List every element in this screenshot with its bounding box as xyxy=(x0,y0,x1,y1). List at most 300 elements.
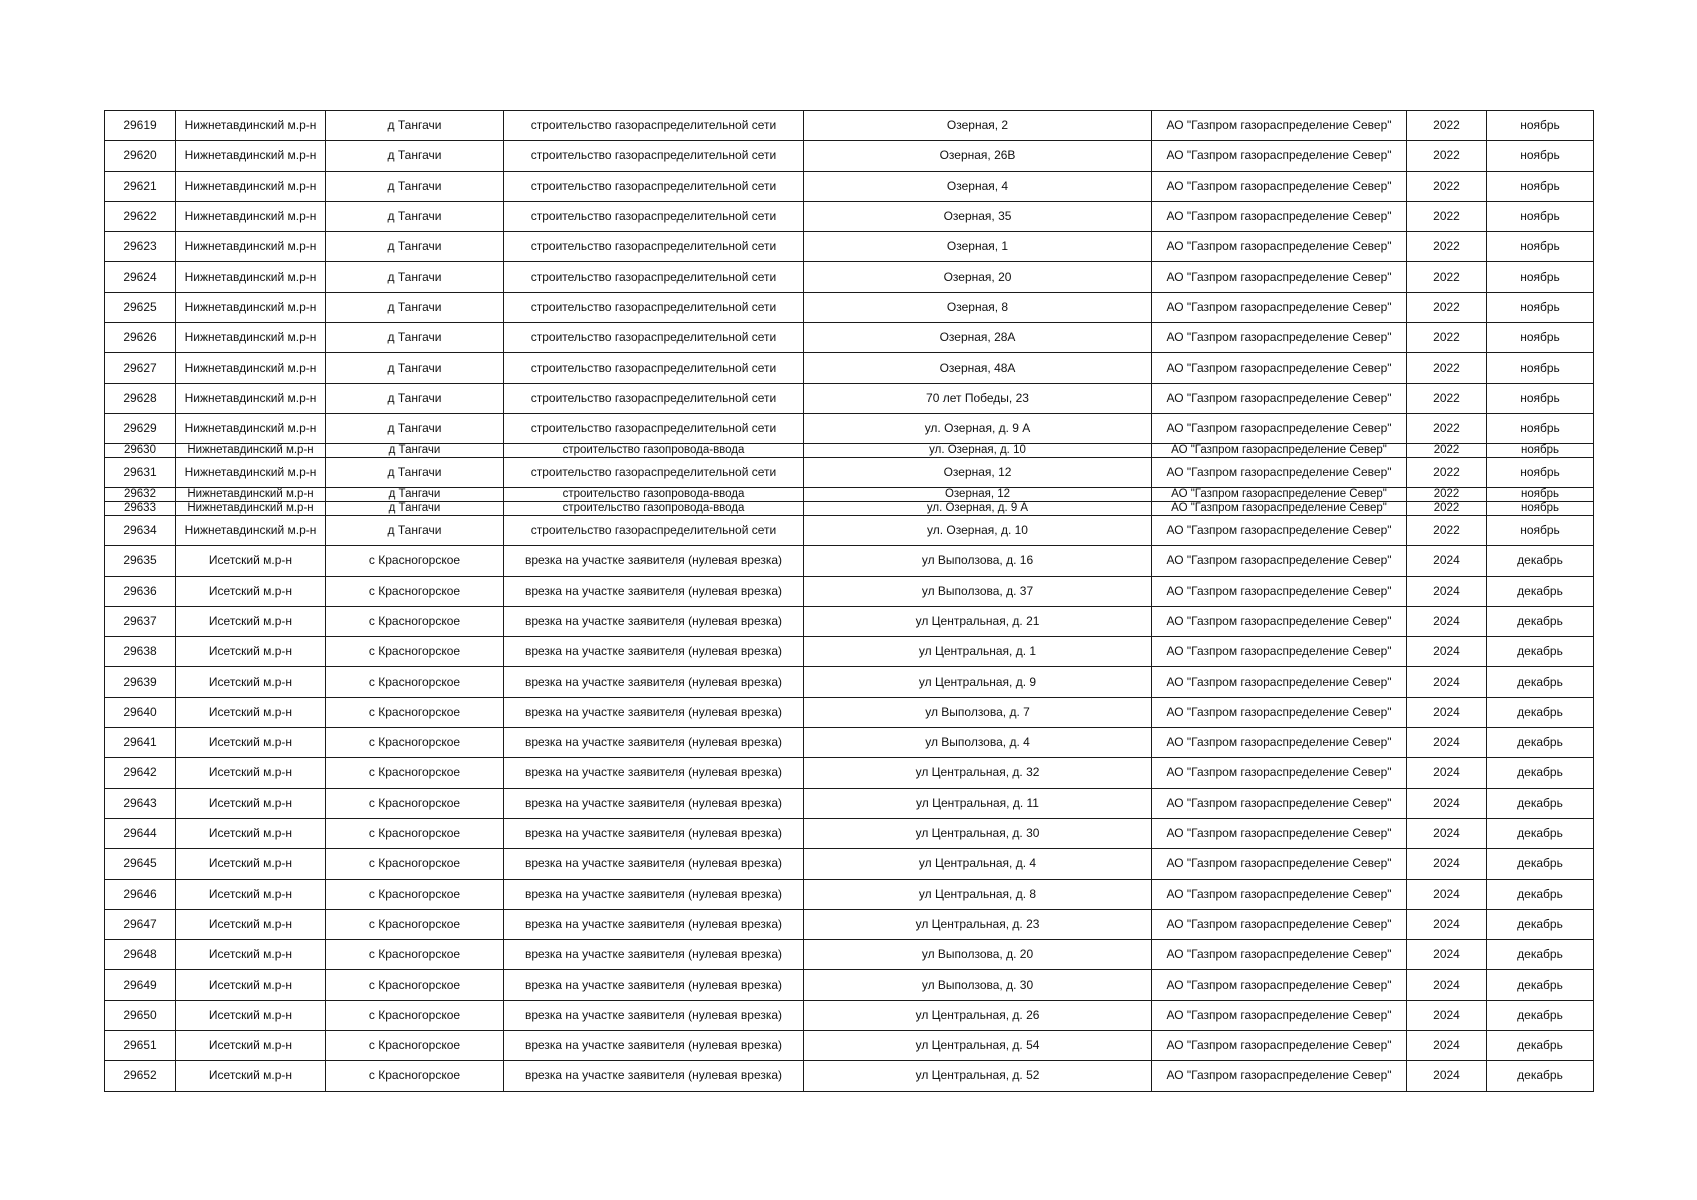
table-row xyxy=(105,1061,1594,1091)
cell-district: Нижнетавдинский м.р-н xyxy=(176,201,326,231)
cell-year: 2024 xyxy=(1407,1061,1487,1091)
cell-organization: АО "Газпром газораспределение Север" xyxy=(1152,576,1407,606)
cell-address: Озерная, 20 xyxy=(804,262,1152,292)
table-row xyxy=(105,788,1594,818)
table-row xyxy=(105,201,1594,231)
cell-address: 70 лет Победы, 23 xyxy=(804,383,1152,413)
table-row xyxy=(105,141,1594,171)
cell-settlement: д Тангачи xyxy=(326,502,504,516)
cell-address: ул Выползова, д. 16 xyxy=(804,546,1152,576)
cell-settlement: с Красногорское xyxy=(326,576,504,606)
cell-work-type: врезка на участке заявителя (нулевая врезка) xyxy=(504,576,804,606)
table-row xyxy=(105,667,1594,697)
cell-address: ул Центральная, д. 30 xyxy=(804,818,1152,848)
cell-organization: АО "Газпром газораспределение Север" xyxy=(1152,262,1407,292)
cell-id: 29628 xyxy=(105,383,176,413)
cell-settlement: с Красногорское xyxy=(326,818,504,848)
cell-address: Озерная, 48А xyxy=(804,353,1152,383)
cell-district: Исетский м.р-н xyxy=(176,788,326,818)
cell-settlement: д Тангачи xyxy=(326,458,504,488)
cell-address: ул Центральная, д. 1 xyxy=(804,637,1152,667)
cell-year: 2024 xyxy=(1407,909,1487,939)
cell-month: декабрь xyxy=(1487,1031,1594,1061)
table-row xyxy=(105,413,1594,443)
cell-district: Исетский м.р-н xyxy=(176,758,326,788)
cell-month: ноябрь xyxy=(1487,262,1594,292)
cell-month: ноябрь xyxy=(1487,353,1594,383)
cell-month: декабрь xyxy=(1487,667,1594,697)
cell-month: декабрь xyxy=(1487,728,1594,758)
cell-work-type: врезка на участке заявителя (нулевая врезка) xyxy=(504,818,804,848)
cell-organization: АО "Газпром газораспределение Север" xyxy=(1152,637,1407,667)
cell-district: Нижнетавдинский м.р-н xyxy=(176,515,326,545)
cell-year: 2022 xyxy=(1407,458,1487,488)
cell-organization: АО "Газпром газораспределение Север" xyxy=(1152,728,1407,758)
cell-settlement: с Красногорское xyxy=(326,940,504,970)
cell-id: 29643 xyxy=(105,788,176,818)
cell-district: Нижнетавдинский м.р-н xyxy=(176,413,326,443)
cell-address: ул Выползова, д. 7 xyxy=(804,697,1152,727)
cell-work-type: врезка на участке заявителя (нулевая врезка) xyxy=(504,606,804,636)
cell-work-type: врезка на участке заявителя (нулевая врезка) xyxy=(504,637,804,667)
table-row xyxy=(105,515,1594,545)
cell-organization: АО "Газпром газораспределение Север" xyxy=(1152,940,1407,970)
cell-organization: АО "Газпром газораспределение Север" xyxy=(1152,171,1407,201)
cell-id: 29619 xyxy=(105,111,176,141)
cell-month: декабрь xyxy=(1487,1061,1594,1091)
cell-work-type: врезка на участке заявителя (нулевая врезка) xyxy=(504,1000,804,1030)
cell-work-type: врезка на участке заявителя (нулевая врезка) xyxy=(504,879,804,909)
cell-work-type: врезка на участке заявителя (нулевая врезка) xyxy=(504,970,804,1000)
cell-work-type: врезка на участке заявителя (нулевая врезка) xyxy=(504,697,804,727)
cell-settlement: с Красногорское xyxy=(326,606,504,636)
cell-address: Озерная, 1 xyxy=(804,232,1152,262)
cell-settlement: с Красногорское xyxy=(326,1061,504,1091)
cell-settlement: с Красногорское xyxy=(326,879,504,909)
cell-address: ул Центральная, д. 26 xyxy=(804,1000,1152,1030)
table-row xyxy=(105,909,1594,939)
cell-id: 29625 xyxy=(105,292,176,322)
cell-year: 2022 xyxy=(1407,323,1487,353)
cell-month: ноябрь xyxy=(1487,515,1594,545)
cell-month: ноябрь xyxy=(1487,232,1594,262)
cell-work-type: строительство газораспределительной сети xyxy=(504,292,804,322)
cell-year: 2024 xyxy=(1407,849,1487,879)
cell-month: ноябрь xyxy=(1487,141,1594,171)
cell-address: Озерная, 26В xyxy=(804,141,1152,171)
cell-organization: АО "Газпром газораспределение Север" xyxy=(1152,1000,1407,1030)
cell-organization: АО "Газпром газораспределение Север" xyxy=(1152,849,1407,879)
cell-district: Нижнетавдинский м.р-н xyxy=(176,383,326,413)
cell-id: 29633 xyxy=(105,502,176,516)
cell-organization: АО "Газпром газораспределение Север" xyxy=(1152,606,1407,636)
cell-organization: АО "Газпром газораспределение Север" xyxy=(1152,444,1407,458)
table-row xyxy=(105,1000,1594,1030)
cell-address: Озерная, 28А xyxy=(804,323,1152,353)
cell-organization: АО "Газпром газораспределение Север" xyxy=(1152,201,1407,231)
cell-district: Исетский м.р-н xyxy=(176,1000,326,1030)
cell-year: 2022 xyxy=(1407,353,1487,383)
cell-month: ноябрь xyxy=(1487,488,1594,502)
cell-id: 29629 xyxy=(105,413,176,443)
cell-address: ул Выползова, д. 20 xyxy=(804,940,1152,970)
cell-settlement: с Красногорское xyxy=(326,1031,504,1061)
cell-settlement: с Красногорское xyxy=(326,546,504,576)
cell-district: Исетский м.р-н xyxy=(176,818,326,848)
table-row xyxy=(105,383,1594,413)
cell-id: 29640 xyxy=(105,697,176,727)
cell-work-type: строительство газораспределительной сети xyxy=(504,458,804,488)
cell-id: 29635 xyxy=(105,546,176,576)
cell-address: Озерная, 2 xyxy=(804,111,1152,141)
cell-year: 2024 xyxy=(1407,637,1487,667)
cell-id: 29646 xyxy=(105,879,176,909)
cell-year: 2024 xyxy=(1407,879,1487,909)
table-row xyxy=(105,879,1594,909)
cell-settlement: д Тангачи xyxy=(326,262,504,292)
table-row xyxy=(105,353,1594,383)
cell-organization: АО "Газпром газораспределение Север" xyxy=(1152,111,1407,141)
cell-organization: АО "Газпром газораспределение Север" xyxy=(1152,758,1407,788)
table-row xyxy=(105,1031,1594,1061)
cell-year: 2024 xyxy=(1407,1031,1487,1061)
table-row xyxy=(105,940,1594,970)
table-row xyxy=(105,488,1594,502)
cell-organization: АО "Газпром газораспределение Север" xyxy=(1152,909,1407,939)
cell-year: 2022 xyxy=(1407,292,1487,322)
cell-year: 2022 xyxy=(1407,488,1487,502)
cell-address: ул Центральная, д. 52 xyxy=(804,1061,1152,1091)
cell-address: Озерная, 12 xyxy=(804,458,1152,488)
table-row xyxy=(105,502,1594,516)
cell-year: 2024 xyxy=(1407,758,1487,788)
cell-settlement: д Тангачи xyxy=(326,111,504,141)
cell-address: ул Центральная, д. 23 xyxy=(804,909,1152,939)
cell-settlement: д Тангачи xyxy=(326,201,504,231)
cell-work-type: строительство газораспределительной сети xyxy=(504,515,804,545)
cell-year: 2024 xyxy=(1407,940,1487,970)
cell-work-type: врезка на участке заявителя (нулевая врезка) xyxy=(504,940,804,970)
cell-address: ул. Озерная, д. 9 А xyxy=(804,502,1152,516)
cell-organization: АО "Газпром газораспределение Север" xyxy=(1152,879,1407,909)
cell-district: Нижнетавдинский м.р-н xyxy=(176,171,326,201)
cell-id: 29626 xyxy=(105,323,176,353)
cell-work-type: строительство газораспределительной сети xyxy=(504,353,804,383)
cell-year: 2022 xyxy=(1407,201,1487,231)
cell-settlement: с Красногорское xyxy=(326,758,504,788)
cell-settlement: д Тангачи xyxy=(326,383,504,413)
table-row xyxy=(105,323,1594,353)
cell-id: 29632 xyxy=(105,488,176,502)
cell-month: ноябрь xyxy=(1487,292,1594,322)
cell-year: 2024 xyxy=(1407,728,1487,758)
cell-id: 29648 xyxy=(105,940,176,970)
table-row xyxy=(105,697,1594,727)
cell-settlement: д Тангачи xyxy=(326,292,504,322)
cell-work-type: строительство газораспределительной сети xyxy=(504,201,804,231)
cell-district: Исетский м.р-н xyxy=(176,940,326,970)
cell-id: 29638 xyxy=(105,637,176,667)
cell-address: Озерная, 4 xyxy=(804,171,1152,201)
cell-organization: АО "Газпром газораспределение Север" xyxy=(1152,697,1407,727)
cell-id: 29642 xyxy=(105,758,176,788)
cell-settlement: д Тангачи xyxy=(326,444,504,458)
cell-organization: АО "Газпром газораспределение Север" xyxy=(1152,515,1407,545)
cell-address: Озерная, 8 xyxy=(804,292,1152,322)
cell-work-type: врезка на участке заявителя (нулевая врезка) xyxy=(504,758,804,788)
cell-work-type: строительство газораспределительной сети xyxy=(504,323,804,353)
cell-district: Нижнетавдинский м.р-н xyxy=(176,353,326,383)
cell-year: 2024 xyxy=(1407,1000,1487,1030)
cell-district: Исетский м.р-н xyxy=(176,1061,326,1091)
cell-district: Исетский м.р-н xyxy=(176,909,326,939)
table-row xyxy=(105,758,1594,788)
cell-month: ноябрь xyxy=(1487,111,1594,141)
cell-settlement: с Красногорское xyxy=(326,1000,504,1030)
cell-organization: АО "Газпром газораспределение Север" xyxy=(1152,141,1407,171)
table-row xyxy=(105,637,1594,667)
cell-month: декабрь xyxy=(1487,1000,1594,1030)
cell-address: ул Центральная, д. 4 xyxy=(804,849,1152,879)
cell-settlement: д Тангачи xyxy=(326,171,504,201)
cell-address: ул Центральная, д. 11 xyxy=(804,788,1152,818)
cell-month: ноябрь xyxy=(1487,171,1594,201)
cell-year: 2024 xyxy=(1407,788,1487,818)
cell-settlement: д Тангачи xyxy=(326,141,504,171)
cell-id: 29624 xyxy=(105,262,176,292)
cell-organization: АО "Газпром газораспределение Север" xyxy=(1152,1061,1407,1091)
cell-organization: АО "Газпром газораспределение Север" xyxy=(1152,546,1407,576)
cell-year: 2022 xyxy=(1407,413,1487,443)
cell-district: Нижнетавдинский м.р-н xyxy=(176,232,326,262)
cell-settlement: с Красногорское xyxy=(326,697,504,727)
cell-district: Исетский м.р-н xyxy=(176,576,326,606)
cell-work-type: строительство газораспределительной сети xyxy=(504,111,804,141)
cell-id: 29645 xyxy=(105,849,176,879)
cell-work-type: врезка на участке заявителя (нулевая врезка) xyxy=(504,849,804,879)
cell-settlement: с Красногорское xyxy=(326,667,504,697)
cell-organization: АО "Газпром газораспределение Север" xyxy=(1152,788,1407,818)
cell-year: 2024 xyxy=(1407,697,1487,727)
cell-address: ул Центральная, д. 54 xyxy=(804,1031,1152,1061)
cell-month: декабрь xyxy=(1487,970,1594,1000)
cell-year: 2022 xyxy=(1407,111,1487,141)
cell-id: 29620 xyxy=(105,141,176,171)
cell-organization: АО "Газпром газораспределение Север" xyxy=(1152,232,1407,262)
cell-organization: АО "Газпром газораспределение Север" xyxy=(1152,818,1407,848)
cell-work-type: строительство газораспределительной сети xyxy=(504,383,804,413)
cell-district: Нижнетавдинский м.р-н xyxy=(176,458,326,488)
table-row xyxy=(105,292,1594,322)
cell-work-type: врезка на участке заявителя (нулевая врезка) xyxy=(504,546,804,576)
cell-organization: АО "Газпром газораспределение Север" xyxy=(1152,292,1407,322)
cell-district: Нижнетавдинский м.р-н xyxy=(176,141,326,171)
table-row xyxy=(105,818,1594,848)
cell-id: 29637 xyxy=(105,606,176,636)
cell-work-type: строительство газопровода-ввода xyxy=(504,444,804,458)
table-row xyxy=(105,606,1594,636)
cell-organization: АО "Газпром газораспределение Север" xyxy=(1152,353,1407,383)
table-row xyxy=(105,111,1594,141)
cell-month: декабрь xyxy=(1487,849,1594,879)
cell-settlement: с Красногорское xyxy=(326,970,504,1000)
cell-work-type: строительство газораспределительной сети xyxy=(504,262,804,292)
cell-month: декабрь xyxy=(1487,818,1594,848)
table-row xyxy=(105,458,1594,488)
cell-id: 29621 xyxy=(105,171,176,201)
table-row xyxy=(105,970,1594,1000)
cell-month: ноябрь xyxy=(1487,444,1594,458)
cell-month: ноябрь xyxy=(1487,502,1594,516)
cell-work-type: строительство газораспределительной сети xyxy=(504,232,804,262)
cell-work-type: врезка на участке заявителя (нулевая врезка) xyxy=(504,728,804,758)
cell-month: ноябрь xyxy=(1487,201,1594,231)
table-row xyxy=(105,444,1594,458)
gasification-schedule-table xyxy=(104,110,1594,1092)
cell-settlement: с Красногорское xyxy=(326,637,504,667)
cell-address: ул Центральная, д. 8 xyxy=(804,879,1152,909)
cell-address: ул Центральная, д. 32 xyxy=(804,758,1152,788)
cell-address: ул Выползова, д. 30 xyxy=(804,970,1152,1000)
cell-work-type: строительство газораспределительной сети xyxy=(504,413,804,443)
cell-id: 29630 xyxy=(105,444,176,458)
cell-month: ноябрь xyxy=(1487,383,1594,413)
cell-settlement: с Красногорское xyxy=(326,849,504,879)
cell-id: 29641 xyxy=(105,728,176,758)
cell-year: 2022 xyxy=(1407,232,1487,262)
cell-district: Исетский м.р-н xyxy=(176,546,326,576)
cell-month: декабрь xyxy=(1487,637,1594,667)
cell-id: 29631 xyxy=(105,458,176,488)
cell-settlement: д Тангачи xyxy=(326,515,504,545)
cell-year: 2022 xyxy=(1407,444,1487,458)
cell-month: ноябрь xyxy=(1487,413,1594,443)
cell-work-type: врезка на участке заявителя (нулевая врезка) xyxy=(504,909,804,939)
cell-year: 2022 xyxy=(1407,502,1487,516)
cell-year: 2022 xyxy=(1407,141,1487,171)
cell-month: декабрь xyxy=(1487,576,1594,606)
cell-organization: АО "Газпром газораспределение Север" xyxy=(1152,502,1407,516)
cell-month: ноябрь xyxy=(1487,323,1594,353)
cell-address: Озерная, 12 xyxy=(804,488,1152,502)
cell-district: Нижнетавдинский м.р-н xyxy=(176,488,326,502)
table-row xyxy=(105,546,1594,576)
cell-settlement: с Красногорское xyxy=(326,728,504,758)
cell-organization: АО "Газпром газораспределение Север" xyxy=(1152,1031,1407,1061)
cell-address: ул Выползова, д. 37 xyxy=(804,576,1152,606)
cell-month: декабрь xyxy=(1487,940,1594,970)
cell-year: 2022 xyxy=(1407,383,1487,413)
cell-district: Исетский м.р-н xyxy=(176,667,326,697)
cell-work-type: строительство газопровода-ввода xyxy=(504,502,804,516)
table-row xyxy=(105,849,1594,879)
cell-id: 29644 xyxy=(105,818,176,848)
cell-district: Нижнетавдинский м.р-н xyxy=(176,111,326,141)
cell-district: Исетский м.р-н xyxy=(176,1031,326,1061)
cell-address: ул Выползова, д. 4 xyxy=(804,728,1152,758)
cell-year: 2022 xyxy=(1407,515,1487,545)
cell-year: 2024 xyxy=(1407,576,1487,606)
cell-id: 29622 xyxy=(105,201,176,231)
table-row xyxy=(105,171,1594,201)
cell-month: декабрь xyxy=(1487,758,1594,788)
cell-organization: АО "Газпром газораспределение Север" xyxy=(1152,323,1407,353)
cell-id: 29636 xyxy=(105,576,176,606)
cell-organization: АО "Газпром газораспределение Север" xyxy=(1152,383,1407,413)
cell-year: 2024 xyxy=(1407,546,1487,576)
cell-work-type: врезка на участке заявителя (нулевая врезка) xyxy=(504,1031,804,1061)
cell-district: Нижнетавдинский м.р-н xyxy=(176,444,326,458)
cell-year: 2024 xyxy=(1407,970,1487,1000)
cell-district: Исетский м.р-н xyxy=(176,879,326,909)
cell-work-type: врезка на участке заявителя (нулевая врезка) xyxy=(504,1061,804,1091)
cell-month: декабрь xyxy=(1487,697,1594,727)
cell-district: Исетский м.р-н xyxy=(176,970,326,1000)
cell-work-type: строительство газопровода-ввода xyxy=(504,488,804,502)
cell-district: Нижнетавдинский м.р-н xyxy=(176,292,326,322)
cell-settlement: д Тангачи xyxy=(326,488,504,502)
cell-month: ноябрь xyxy=(1487,458,1594,488)
cell-work-type: строительство газораспределительной сети xyxy=(504,141,804,171)
table-row xyxy=(105,576,1594,606)
table-row xyxy=(105,262,1594,292)
cell-settlement: д Тангачи xyxy=(326,413,504,443)
cell-settlement: д Тангачи xyxy=(326,232,504,262)
cell-year: 2022 xyxy=(1407,171,1487,201)
cell-district: Исетский м.р-н xyxy=(176,728,326,758)
cell-id: 29634 xyxy=(105,515,176,545)
cell-id: 29649 xyxy=(105,970,176,1000)
cell-organization: АО "Газпром газораспределение Север" xyxy=(1152,413,1407,443)
cell-address: ул. Озерная, д. 9 А xyxy=(804,413,1152,443)
cell-settlement: д Тангачи xyxy=(326,353,504,383)
cell-id: 29623 xyxy=(105,232,176,262)
cell-district: Исетский м.р-н xyxy=(176,849,326,879)
cell-district: Нижнетавдинский м.р-н xyxy=(176,502,326,516)
cell-district: Исетский м.р-н xyxy=(176,637,326,667)
cell-settlement: с Красногорское xyxy=(326,788,504,818)
cell-settlement: д Тангачи xyxy=(326,323,504,353)
cell-id: 29651 xyxy=(105,1031,176,1061)
cell-month: декабрь xyxy=(1487,606,1594,636)
cell-month: декабрь xyxy=(1487,909,1594,939)
cell-district: Исетский м.р-н xyxy=(176,606,326,636)
cell-work-type: врезка на участке заявителя (нулевая врезка) xyxy=(504,788,804,818)
cell-id: 29652 xyxy=(105,1061,176,1091)
cell-address: Озерная, 35 xyxy=(804,201,1152,231)
cell-id: 29647 xyxy=(105,909,176,939)
cell-district: Нижнетавдинский м.р-н xyxy=(176,262,326,292)
cell-month: декабрь xyxy=(1487,546,1594,576)
cell-year: 2024 xyxy=(1407,818,1487,848)
cell-work-type: врезка на участке заявителя (нулевая врезка) xyxy=(504,667,804,697)
table-row xyxy=(105,232,1594,262)
cell-id: 29627 xyxy=(105,353,176,383)
cell-id: 29639 xyxy=(105,667,176,697)
cell-month: декабрь xyxy=(1487,788,1594,818)
cell-organization: АО "Газпром газораспределение Север" xyxy=(1152,458,1407,488)
cell-settlement: с Красногорское xyxy=(326,909,504,939)
cell-address: ул. Озерная, д. 10 xyxy=(804,444,1152,458)
cell-address: ул Центральная, д. 9 xyxy=(804,667,1152,697)
cell-organization: АО "Газпром газораспределение Север" xyxy=(1152,970,1407,1000)
cell-organization: АО "Газпром газораспределение Север" xyxy=(1152,667,1407,697)
cell-address: ул. Озерная, д. 10 xyxy=(804,515,1152,545)
cell-id: 29650 xyxy=(105,1000,176,1030)
cell-organization: АО "Газпром газораспределение Север" xyxy=(1152,488,1407,502)
table-row xyxy=(105,728,1594,758)
cell-month: декабрь xyxy=(1487,879,1594,909)
